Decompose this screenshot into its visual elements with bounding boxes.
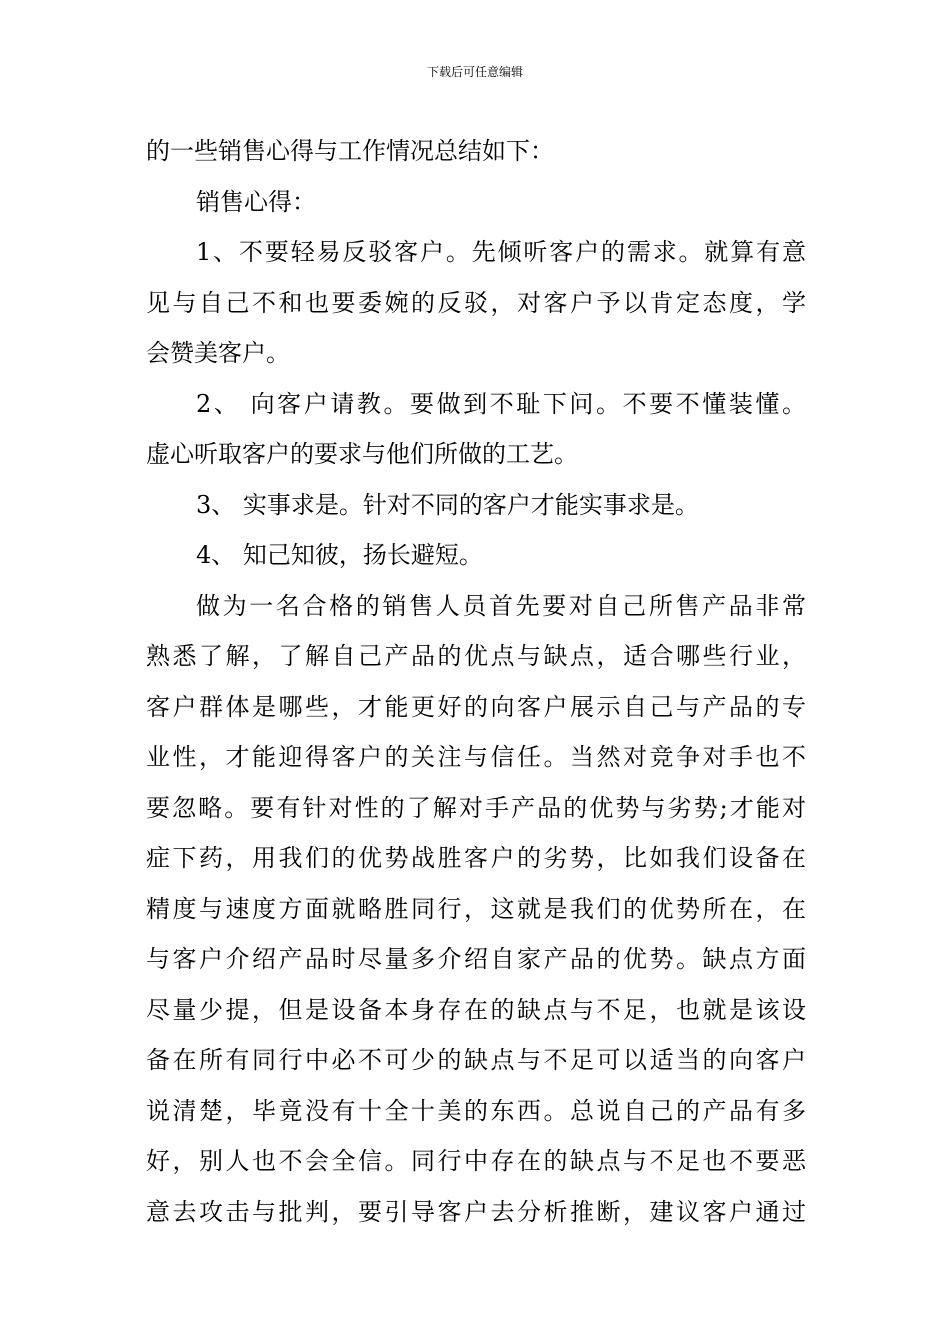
- text-line: 症下药，用我们的优势战胜客户的劣势，比如我们设备在: [146, 844, 806, 872]
- text-line: 备在所有同行中必不可少的缺点与不足可以适当的向客户: [146, 1046, 806, 1074]
- text-line: 熟悉了解，了解自己产品的优点与缺点，适合哪些行业，: [146, 642, 806, 670]
- text-line: 与客户介绍产品时尽量多介绍自家产品的优势。缺点方面: [146, 945, 806, 973]
- text-line: 业性，才能迎得客户的关注与信任。当然对竞争对手也不: [146, 743, 806, 771]
- document-body: [146, 126, 806, 1237]
- text-line: 要忽略。要有针对性的了解对手产品的优势与劣势;才能对: [146, 793, 806, 822]
- text-line: 见与自己不和也要委婉的反驳，对客户予以肯定态度，学: [146, 288, 806, 317]
- section-heading: 销售心得：: [196, 187, 316, 216]
- page-header: 下载后可任意编辑: [426, 65, 523, 79]
- text-line: 3、 实事求是。针对不同的客户才能实事求是。: [196, 490, 699, 519]
- text-line: 会赞美客户。: [146, 339, 290, 367]
- text-line: 4、 知己知彼，扬长避短。: [196, 541, 483, 569]
- text-line: 说清楚，毕竟没有十全十美的东西。总说自己的产品有多: [146, 1096, 806, 1125]
- text-line: 1、不要轻易反驳客户。先倾听客户的需求。就算有意: [196, 238, 806, 266]
- text-line: 的一些销售心得与工作情况总结如下：: [146, 137, 554, 165]
- text-line: 2、 向客户请教。要做到不耻下问。不要不懂装懂。: [196, 389, 806, 418]
- text-line: 尽量少提，但是设备本身存在的缺点与不足，也就是该设: [146, 995, 806, 1024]
- text-line: 做为一名合格的销售人员首先要对自己所售产品非常: [196, 591, 806, 620]
- text-line: 虚心听取客户的要求与他们所做的工艺。: [146, 440, 578, 468]
- text-line: 意去攻击与批判，要引导客户去分析推断，建议客户通过: [146, 1197, 806, 1226]
- text-line: 好，别人也不会全信。同行中存在的缺点与不足也不要恶: [146, 1147, 806, 1175]
- text-line: 客户群体是哪些，才能更好的向客户展示自己与产品的专: [146, 692, 806, 721]
- text-line: 精度与速度方面就略胜同行，这就是我们的优势所在，在: [146, 894, 806, 923]
